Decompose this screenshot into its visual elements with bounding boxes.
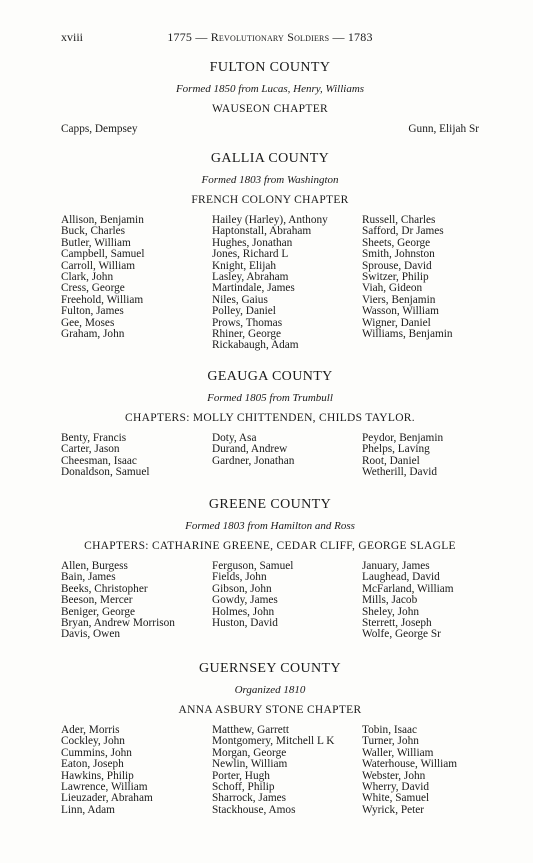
- soldier-name: Newlin, William: [212, 758, 288, 771]
- name-column: [362, 215, 453, 340]
- soldier-name: Waller, William: [362, 746, 434, 759]
- soldier-name: Viers, Benjamin: [362, 293, 436, 306]
- soldier-name: Fulton, James: [61, 305, 124, 318]
- soldier-name: Eaton, Joseph: [61, 758, 124, 771]
- soldier-name: Holmes, John: [212, 605, 275, 618]
- county-title: GALLIA COUNTY: [210, 151, 330, 166]
- soldier-name: Gibson, John: [212, 582, 272, 595]
- soldier-name: Sharrock, James: [212, 792, 287, 805]
- chapter-heading: FRENCH COLONY CHAPTER: [191, 194, 349, 206]
- county-formed: Formed 1803 from Washington: [201, 174, 339, 186]
- county-title: GEAUGA COUNTY: [207, 369, 333, 384]
- soldier-name: Wasson, William: [362, 305, 439, 318]
- soldier-name: Gunn, Elijah Sr: [408, 123, 479, 135]
- soldier-name: Rhiner, George: [212, 328, 281, 341]
- soldier-name: White, Samuel: [362, 792, 430, 805]
- soldier-name: Beniger, George: [61, 605, 135, 618]
- soldier-name: Beeks, Christopher: [61, 582, 148, 595]
- soldier-name: Haptonstall, Abraham: [212, 225, 312, 238]
- name-column: [212, 433, 294, 467]
- soldier-name: Williams, Benjamin: [362, 328, 453, 341]
- soldier-name: Turner, John: [362, 735, 419, 748]
- name-column: [212, 215, 328, 352]
- name-column: [362, 725, 457, 816]
- name-column: [61, 725, 153, 816]
- soldier-name: Campbell, Samuel: [61, 248, 145, 261]
- county-section-gallia: [61, 151, 479, 352]
- soldier-name: Waterhouse, William: [362, 758, 458, 771]
- soldier-name: Linn, Adam: [61, 803, 115, 816]
- page-number: xviii: [61, 30, 84, 44]
- name-column: [212, 725, 334, 816]
- soldier-name: Cress, George: [61, 282, 125, 295]
- soldier-name: Martindale, James: [212, 282, 295, 295]
- soldier-name: Wolfe, George Sr: [362, 628, 441, 641]
- soldier-name: Montgomery, Mitchell L K: [212, 735, 335, 748]
- chapter-heading: CHAPTERS: CATHARINE GREENE, CEDAR CLIFF, GEORGE SLAGLE: [84, 540, 456, 552]
- soldier-name: Gowdy, James: [212, 594, 278, 607]
- soldier-name: Lasley, Abraham: [212, 271, 289, 284]
- chapter-heading: WAUSEON CHAPTER: [212, 103, 328, 115]
- county-title: GREENE COUNTY: [208, 497, 332, 512]
- soldier-name: McFarland, William: [362, 582, 454, 595]
- soldier-name: Safford, Dr James: [362, 225, 444, 238]
- soldier-name: Cheesman, Isaac: [61, 454, 137, 467]
- soldier-name: Sheets, George: [362, 236, 431, 249]
- soldier-name: Graham, John: [61, 328, 125, 341]
- soldier-name: Wigner, Daniel: [362, 316, 431, 329]
- soldier-name: Clark, John: [61, 271, 114, 284]
- soldier-name: Lieuzader, Abraham: [61, 792, 153, 805]
- soldier-name: Porter, Hugh: [212, 769, 270, 782]
- soldier-name: Ader, Morris: [61, 724, 120, 736]
- soldier-name: Webster, John: [362, 769, 426, 782]
- name-column: [61, 561, 175, 641]
- running-head: 1775 — Revolutionary Soldiers — 1783: [167, 30, 373, 44]
- county-section-greene: [61, 497, 479, 641]
- soldier-name: Prows, Thomas: [212, 316, 283, 329]
- soldier-name: Allison, Benjamin: [61, 214, 144, 226]
- name-columns: [61, 124, 479, 138]
- soldier-name: Root, Daniel: [362, 454, 420, 467]
- soldier-name: Sterrett, Joseph: [362, 617, 432, 630]
- soldier-name: Wyrick, Peter: [362, 803, 425, 816]
- soldier-name: Schoff, Philip: [212, 781, 275, 794]
- soldier-name: Switzer, Philip: [362, 271, 429, 284]
- county-section-fulton: [61, 60, 479, 138]
- name-column: [61, 215, 144, 340]
- soldier-name: Rickabaugh, Adam: [212, 339, 299, 352]
- county-formed: Formed 1850 from Lucas, Henry, Williams: [175, 83, 365, 95]
- soldier-name: Doty, Asa: [212, 432, 257, 444]
- soldier-name: Matthew, Garrett: [212, 724, 290, 736]
- soldier-name: Huston, David: [212, 617, 278, 630]
- soldier-name: Benty, Francis: [61, 432, 127, 444]
- soldier-name: Allen, Burgess: [61, 560, 128, 572]
- soldier-name: Niles, Gaius: [212, 293, 268, 306]
- soldier-name: Knight, Elijah: [212, 259, 277, 272]
- soldier-name: Cummins, John: [61, 746, 132, 759]
- soldier-name: Davis, Owen: [61, 628, 120, 641]
- name-column: [61, 433, 149, 479]
- soldier-name: Butler, William: [61, 236, 131, 249]
- soldier-name: Capps, Dempsey: [61, 123, 138, 135]
- soldier-name: Morgan, George: [212, 746, 287, 759]
- soldier-name: Gee, Moses: [61, 316, 115, 329]
- soldier-name: Cockley, John: [61, 735, 125, 748]
- soldier-name: January, James: [362, 560, 430, 572]
- soldier-name: Sprouse, David: [362, 259, 432, 272]
- soldier-name: Stackhouse, Amos: [212, 803, 296, 816]
- soldier-name: Mills, Jacob: [362, 594, 418, 607]
- soldier-name: Freehold, William: [61, 293, 144, 306]
- name-column: [362, 561, 454, 641]
- county-title: FULTON COUNTY: [209, 60, 331, 75]
- soldier-name: Buck, Charles: [61, 225, 126, 238]
- page-header: [61, 30, 479, 46]
- soldier-name: Fields, John: [212, 571, 267, 584]
- soldier-name: Bain, James: [61, 571, 116, 584]
- soldier-name: Hawkins, Philip: [61, 769, 134, 782]
- county-section-geauga: [61, 369, 479, 479]
- soldier-name: Russell, Charles: [362, 214, 436, 226]
- name-column: [408, 124, 479, 135]
- soldier-name: Ferguson, Samuel: [212, 560, 294, 572]
- chapter-heading: CHAPTERS: MOLLY CHITTENDEN, CHILDS TAYLOR.: [125, 412, 415, 424]
- soldier-name: Tobin, Isaac: [362, 724, 418, 736]
- county-formed: Formed 1805 from Trumbull: [207, 392, 333, 404]
- soldier-name: Carroll, William: [61, 259, 136, 272]
- soldier-name: Gardner, Jonathan: [212, 454, 295, 467]
- soldier-name: Hailey (Harley), Anthony: [212, 214, 328, 226]
- soldier-name: Donaldson, Samuel: [61, 466, 150, 479]
- name-column: [362, 433, 443, 479]
- soldier-name: Jones, Richard L: [212, 248, 289, 261]
- soldier-name: Durand, Andrew: [212, 443, 288, 456]
- chapter-heading: ANNA ASBURY STONE CHAPTER: [178, 704, 362, 716]
- soldier-name: Lawrence, William: [61, 781, 148, 794]
- soldier-name: Laughead, David: [362, 571, 440, 584]
- soldier-name: Smith, Johnston: [362, 248, 435, 261]
- soldier-name: Carter, Jason: [61, 443, 120, 456]
- soldier-name: Sheley, John: [362, 605, 420, 618]
- soldier-name: Polley, Daniel: [212, 305, 276, 318]
- soldier-name: Hughes, Jonathan: [212, 236, 293, 249]
- soldier-name: Wherry, David: [362, 781, 430, 794]
- county-formed: Organized 1810: [234, 684, 306, 696]
- name-column: [212, 561, 293, 629]
- soldier-name: Beeson, Mercer: [61, 594, 133, 607]
- soldier-name: Viah, Gideon: [362, 282, 423, 295]
- soldier-name: Peydor, Benjamin: [362, 432, 444, 444]
- county-section-guernsey: [61, 661, 479, 816]
- county-formed: Formed 1803 from Hamilton and Ross: [185, 520, 355, 532]
- soldier-name: Bryan, Andrew Morrison: [61, 617, 175, 630]
- name-column: [61, 124, 138, 135]
- soldier-name: Wetherill, David: [362, 466, 438, 479]
- county-title: GUERNSEY COUNTY: [199, 661, 341, 676]
- soldier-name: Phelps, Laving: [362, 443, 430, 456]
